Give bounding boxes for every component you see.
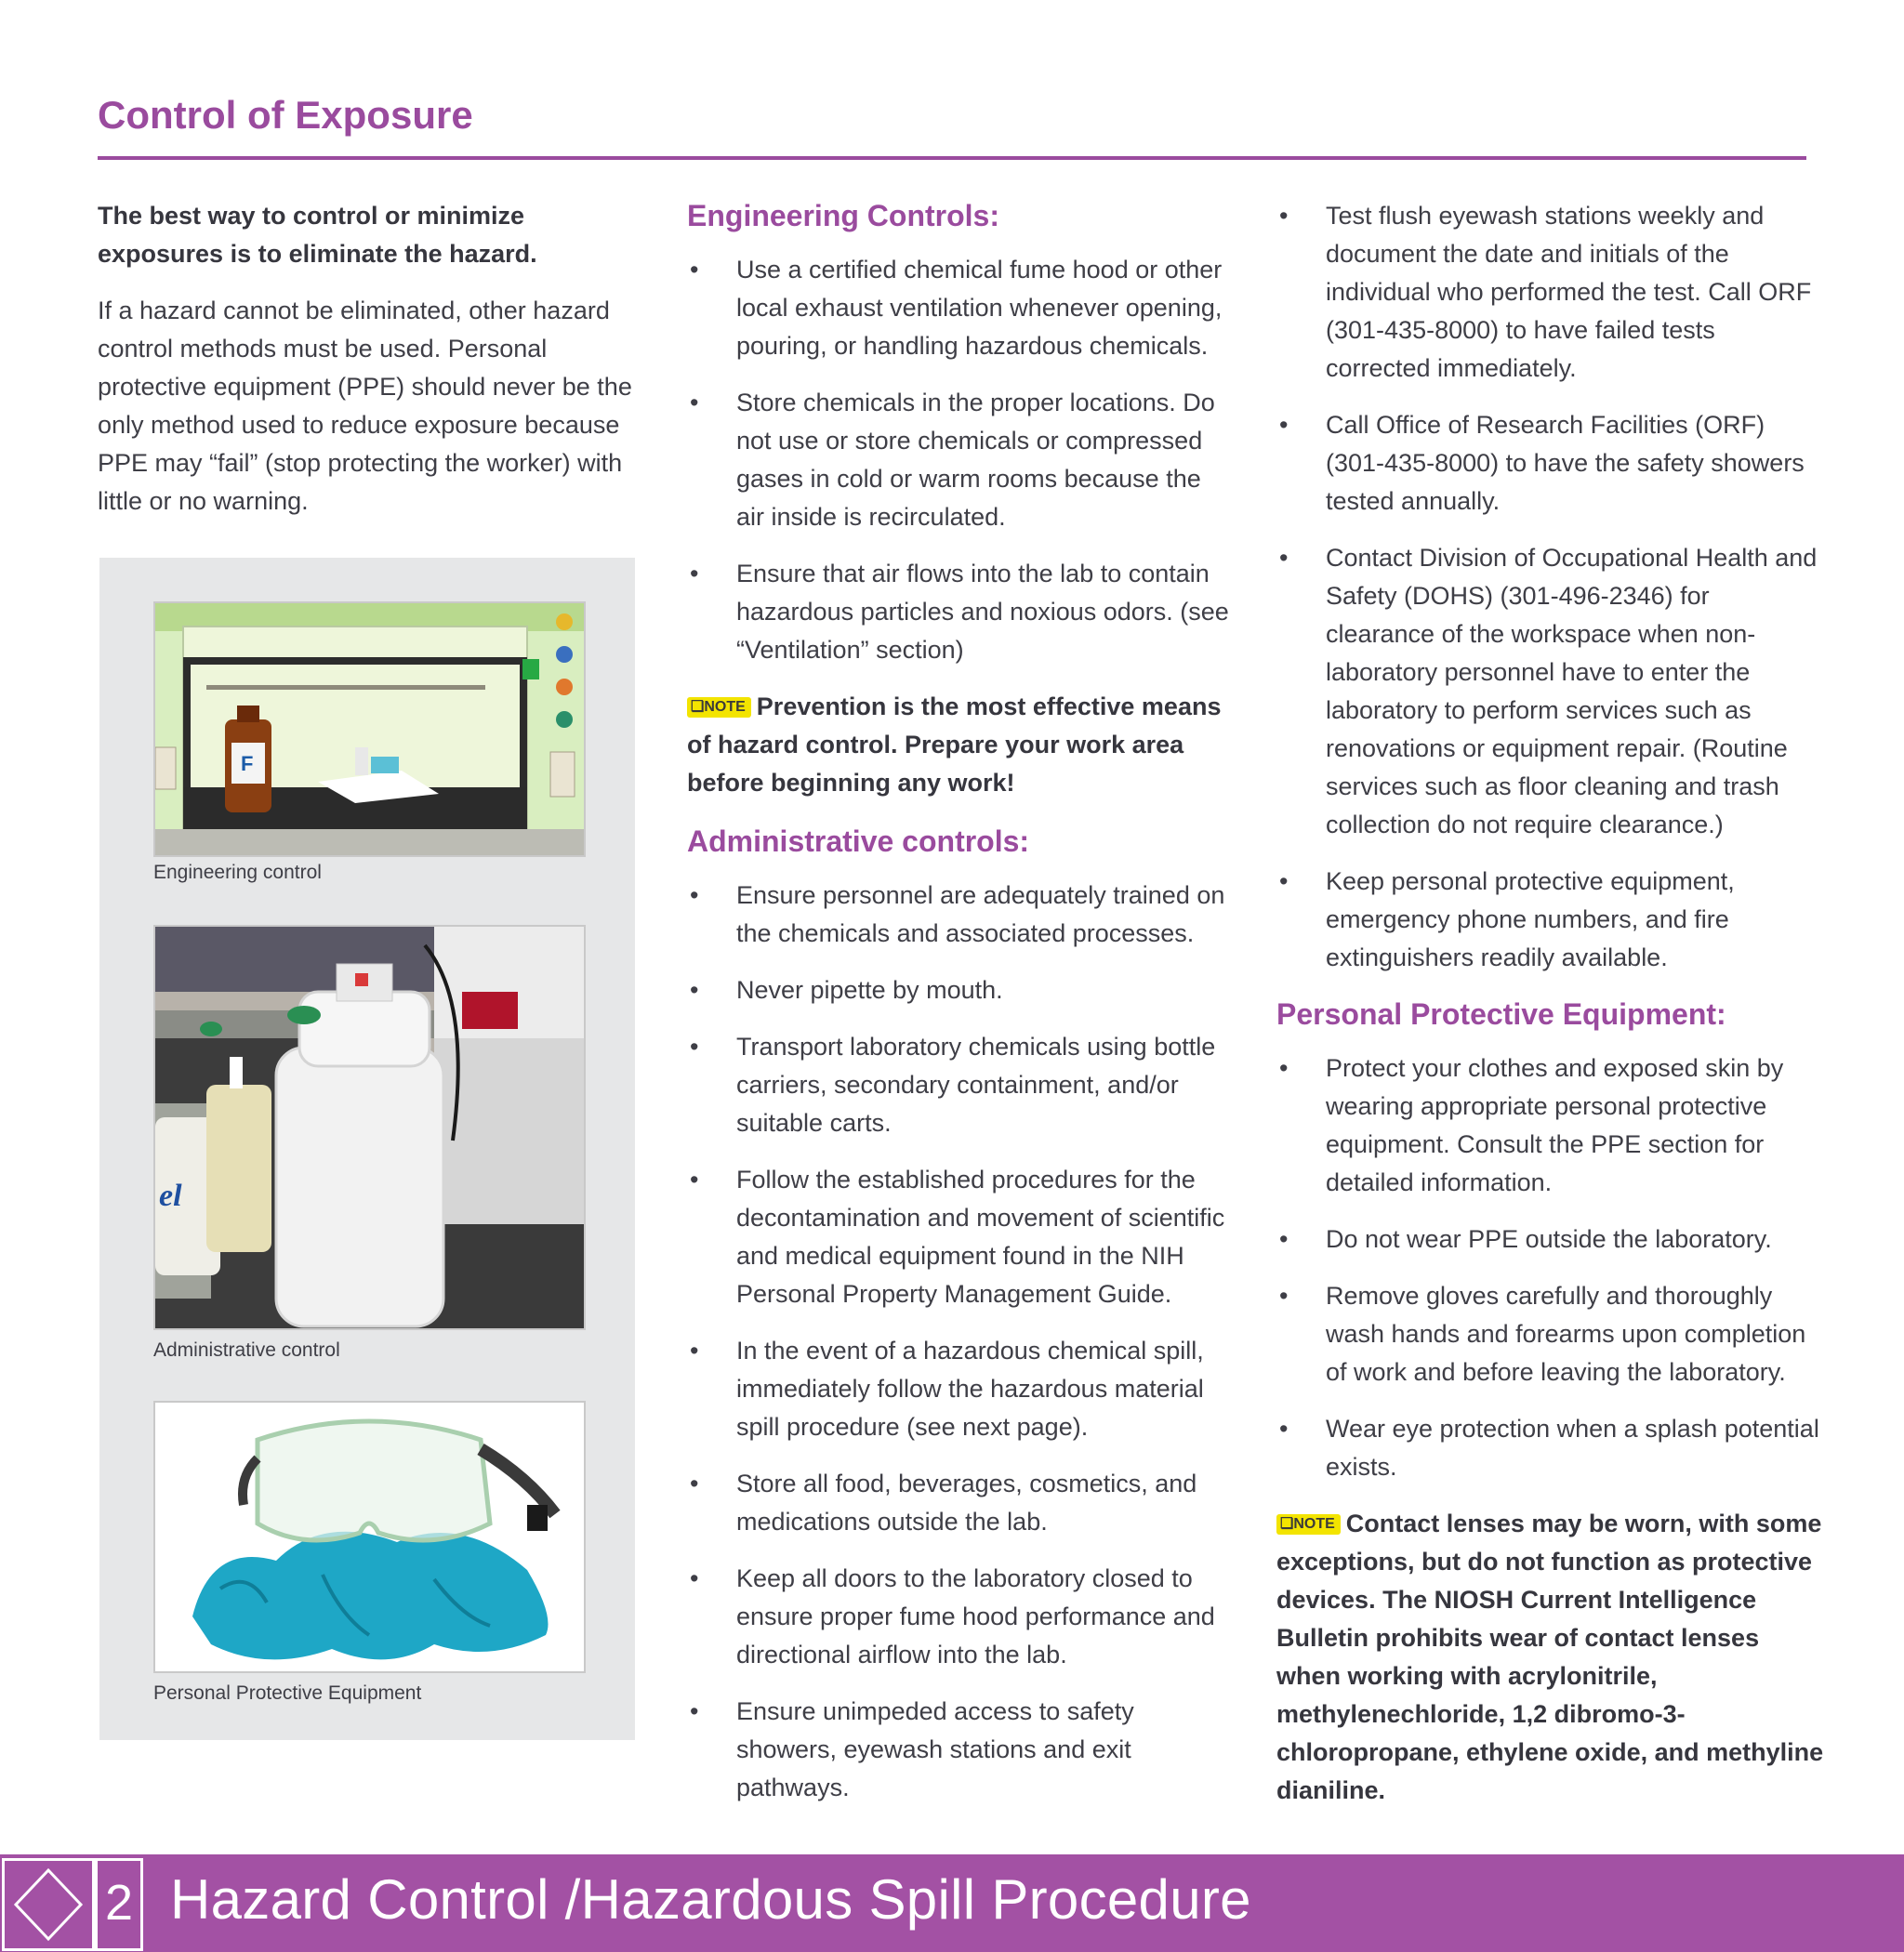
list-item: • Protect your clothes and exposed skin by wearing appropriate personal protective equipment. Consult the PPE section for detailed information.: [1279, 1054, 1784, 1196]
list-item: • Call Office of Research Facilities (ORF) (301-435-8000) to have the safety showers tested annually.: [1279, 411, 1805, 515]
list-item: • Do not wear PPE outside the laboratory.: [1279, 1225, 1772, 1253]
intro-column: [98, 197, 637, 521]
list-item: • Keep personal protective equipment, emergency phone numbers, and fire extinguishers readily available.: [1279, 867, 1735, 971]
list-item: • Test flush eyewash stations weekly and document the date and initials of the individual who performed the test. Call ORF (301-435-8000) to have failed tests corrected immediately.: [1279, 202, 1812, 382]
soap-label: el: [159, 1179, 182, 1213]
note-badge: ❏NOTE: [1276, 1514, 1341, 1535]
ppe-photo: [153, 1401, 586, 1673]
administrative-heading: Administrative controls:: [687, 824, 1030, 858]
page-number: 2: [95, 1858, 143, 1951]
list-item: • Wear eye protection when a splash potential exists.: [1279, 1415, 1819, 1481]
list-item: • Transport laboratory chemicals using bottle carriers, secondary containment, and/or suitable carts.: [690, 1033, 1216, 1137]
note-badge: ❏NOTE: [687, 697, 751, 718]
list-item: • Ensure personnel are adequately trained on the chemicals and associated processes.: [690, 881, 1225, 947]
ppe-caption: Personal Protective Equipment: [153, 1682, 422, 1704]
photo-panel: [99, 558, 635, 1740]
list-item: • Keep all doors to the laboratory closed to ensure proper fume hood performance and directional airflow into the lab.: [690, 1564, 1215, 1668]
note-prevention: ❏NOTE Prevention is the most effective means of hazard control. Prepare your work area before beginning any work!: [687, 692, 1222, 797]
list-item: • Ensure that air flows into the lab to contain hazardous particles and noxious odors. (see “Ventilation” section): [690, 560, 1229, 664]
footer-band: [0, 1854, 1904, 1952]
secondary-container-photo: [153, 925, 586, 1330]
list-item: • Use a certified chemical fume hood or other local exhaust ventilation whenever opening, pouring, or handling hazardous chemicals.: [690, 256, 1223, 360]
fume-hood-photo: [153, 601, 586, 857]
engineering-list: [687, 251, 1236, 669]
list-item: • Contact Division of Occupational Health and Safety (DOHS) (301-496-2346) for clearance of the workspace when non-laboratory personnel have to enter the laboratory to perform services such as renovations or equipment repair. (Routine services such as floor cleaning and trash collection do not require clearance.): [1279, 544, 1818, 838]
footer-title: Hazard Control /Hazardous Spill Procedure: [170, 1868, 1251, 1931]
list-item: • In the event of a hazardous chemical spill, immediately follow the hazardous material spill procedure (see next page).: [690, 1337, 1204, 1441]
page-title: Control of Exposure: [98, 93, 473, 137]
list-item: • Follow the established procedures for the decontamination and movement of scientific and medical equipment found in the NIH Personal Property Management Guide.: [690, 1166, 1225, 1308]
list-item: • Remove gloves carefully and thoroughly wash hands and forearms upon completion of work and before leaving the laboratory.: [1279, 1282, 1806, 1386]
right-column: [1276, 197, 1825, 1830]
ppe-list: [1276, 1049, 1825, 1486]
list-item: • Ensure unimpeded access to safety showers, eyewash stations and exit pathways.: [690, 1697, 1134, 1801]
title-rule: [98, 156, 1806, 160]
goggles-gloves-illustration: [155, 1403, 586, 1673]
list-item: • Store chemicals in the proper locations. Do not use or store chemicals or compressed gases in cold or warm rooms because the air inside is recirculated.: [690, 389, 1215, 531]
engineering-caption: Engineering control: [153, 862, 322, 883]
intro-body: If a hazard cannot be eliminated, other hazard control methods must be used. Personal protective equipment (PPE) should never be the only method used to reduce exposure because PPE may “fail” (stop protecting the worker) with little or no warning.: [98, 297, 632, 515]
diamond-icon: [5, 1861, 92, 1948]
middle-column: [687, 197, 1236, 1826]
ppe-heading: Personal Protective Equipment:: [1276, 997, 1726, 1031]
list-item: • Store all food, beverages, cosmetics, and medications outside the lab.: [690, 1470, 1197, 1536]
fume-hood-illustration: [155, 603, 586, 857]
secondary-container-illustration: [155, 927, 586, 1330]
note-contact-lenses: ❏NOTE Contact lenses may be worn, with some exceptions, but do not function as protective devices. The NIOSH Current Intelligence Bulletin prohibits wear of contact lenses when working with acrylonitrile, methylenechloride, 1,2 dibromo-3-chloropropane, ethylene oxide, and methyline dianiline.: [1276, 1510, 1824, 1804]
administrative-list-continued: [1276, 197, 1825, 977]
engineering-heading: Engineering Controls:: [687, 199, 999, 232]
bottle-label: F: [241, 752, 254, 775]
diamond-icon-box: [2, 1858, 95, 1951]
administrative-caption: Administrative control: [153, 1339, 340, 1361]
intro-lead: The best way to control or minimize exposures is to eliminate the hazard.: [98, 202, 537, 268]
administrative-list: [687, 877, 1236, 1807]
list-item: • Never pipette by mouth.: [690, 976, 1003, 1004]
